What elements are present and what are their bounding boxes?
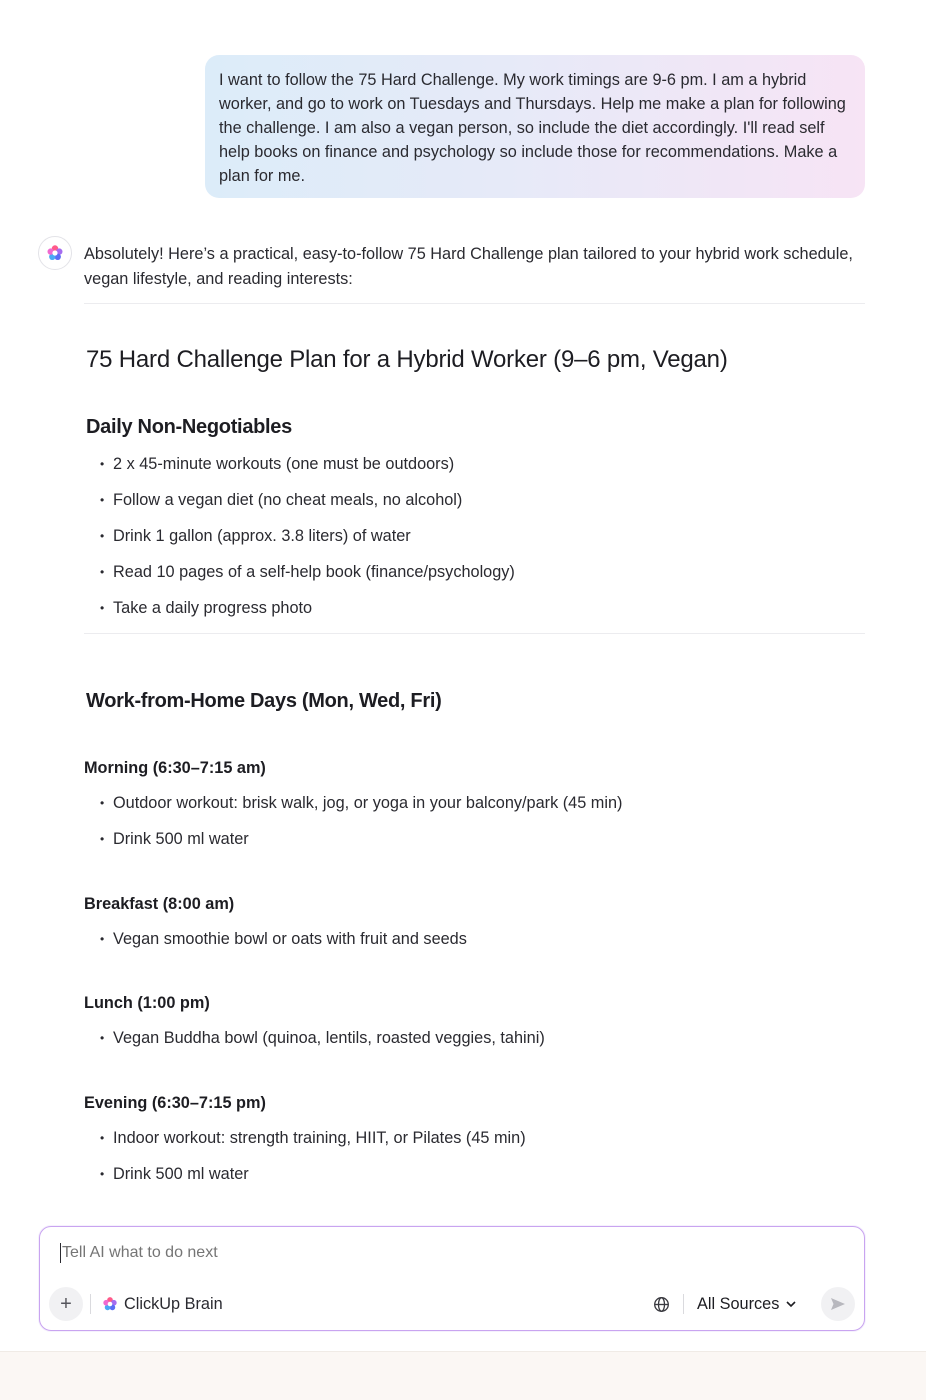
prompt-input[interactable] [60, 1243, 760, 1263]
clickup-brain-label: ClickUp Brain [124, 1294, 223, 1313]
user-message-bubble [205, 55, 865, 198]
list-item: • Outdoor workout: brisk walk, jog, or yoga in your balcony/park (45 min) [100, 794, 623, 812]
non-negotiables-list [100, 446, 515, 626]
send-button[interactable] [821, 1287, 855, 1321]
send-icon [829, 1295, 847, 1313]
ai-intro-text: Absolutely! Here’s a practical, easy-to-follow 75 Hard Challenge plan tailored to your hybrid work schedule, vegan lifestyle, and reading interests: [84, 245, 853, 288]
divider [84, 633, 865, 634]
list-item: • Drink 500 ml water [100, 830, 249, 848]
add-button[interactable] [49, 1287, 83, 1321]
sources-dropdown[interactable] [697, 1291, 797, 1317]
footer-band [0, 1351, 926, 1400]
web-search-toggle[interactable] [650, 1293, 672, 1315]
list-item: • Indoor workout: strength training, HIIT, or Pilates (45 min) [100, 1129, 526, 1147]
list-item: • Read 10 pages of a self-help book (finance/psychology) [100, 563, 515, 581]
clickup-brain-icon [46, 244, 64, 262]
lunch-heading: Lunch (1:00 pm) [84, 994, 210, 1012]
list-item: • Vegan Buddha bowl (quinoa, lentils, roasted veggies, tahini) [100, 1029, 545, 1047]
clickup-brain-icon [102, 1296, 118, 1312]
list-item: • 2 x 45-minute workouts (one must be outdoors) [100, 455, 455, 473]
plan-title: 75 Hard Challenge Plan for a Hybrid Worker (9–6 pm, Vegan) [86, 346, 728, 373]
morning-heading: Morning (6:30–7:15 am) [84, 759, 266, 777]
ai-avatar [38, 236, 72, 270]
sources-label: All Sources [697, 1294, 780, 1313]
clickup-brain-button[interactable] [102, 1291, 223, 1317]
morning-list [100, 785, 622, 857]
evening-list [100, 1120, 526, 1192]
list-item: • Drink 500 ml water [100, 1165, 249, 1183]
list-item: • Follow a vegan diet (no cheat meals, no alcohol) [100, 491, 463, 509]
evening-heading: Evening (6:30–7:15 pm) [84, 1094, 266, 1112]
wfh-heading: Work-from-Home Days (Mon, Wed, Fri) [86, 690, 442, 712]
plus-icon: + [60, 1293, 72, 1315]
divider [84, 303, 865, 304]
list-item: • Vegan smoothie bowl or oats with fruit and seeds [100, 930, 467, 948]
list-item: • Drink 1 gallon (approx. 3.8 liters) of water [100, 527, 411, 545]
separator [683, 1294, 684, 1314]
breakfast-heading: Breakfast (8:00 am) [84, 895, 235, 913]
globe-icon [653, 1296, 670, 1313]
lunch-list [100, 1020, 545, 1056]
breakfast-list [100, 921, 467, 957]
non-negotiables-heading: Daily Non-Negotiables [86, 416, 292, 438]
list-item: • Take a daily progress photo [100, 599, 313, 617]
chat-composer [39, 1226, 865, 1331]
user-message-text: I want to follow the 75 Hard Challenge. My work timings are 9-6 pm. I am a hybrid worker, and go to work on Tuesdays and Thursdays. Help me make a plan for following the challenge. I am also a vegan person, so include the diet accordingly. I'll read self help books on finance and psychology so include those for recommendations. Make a plan for me. [219, 71, 846, 185]
chevron-down-icon [785, 1298, 797, 1310]
separator [90, 1294, 91, 1314]
